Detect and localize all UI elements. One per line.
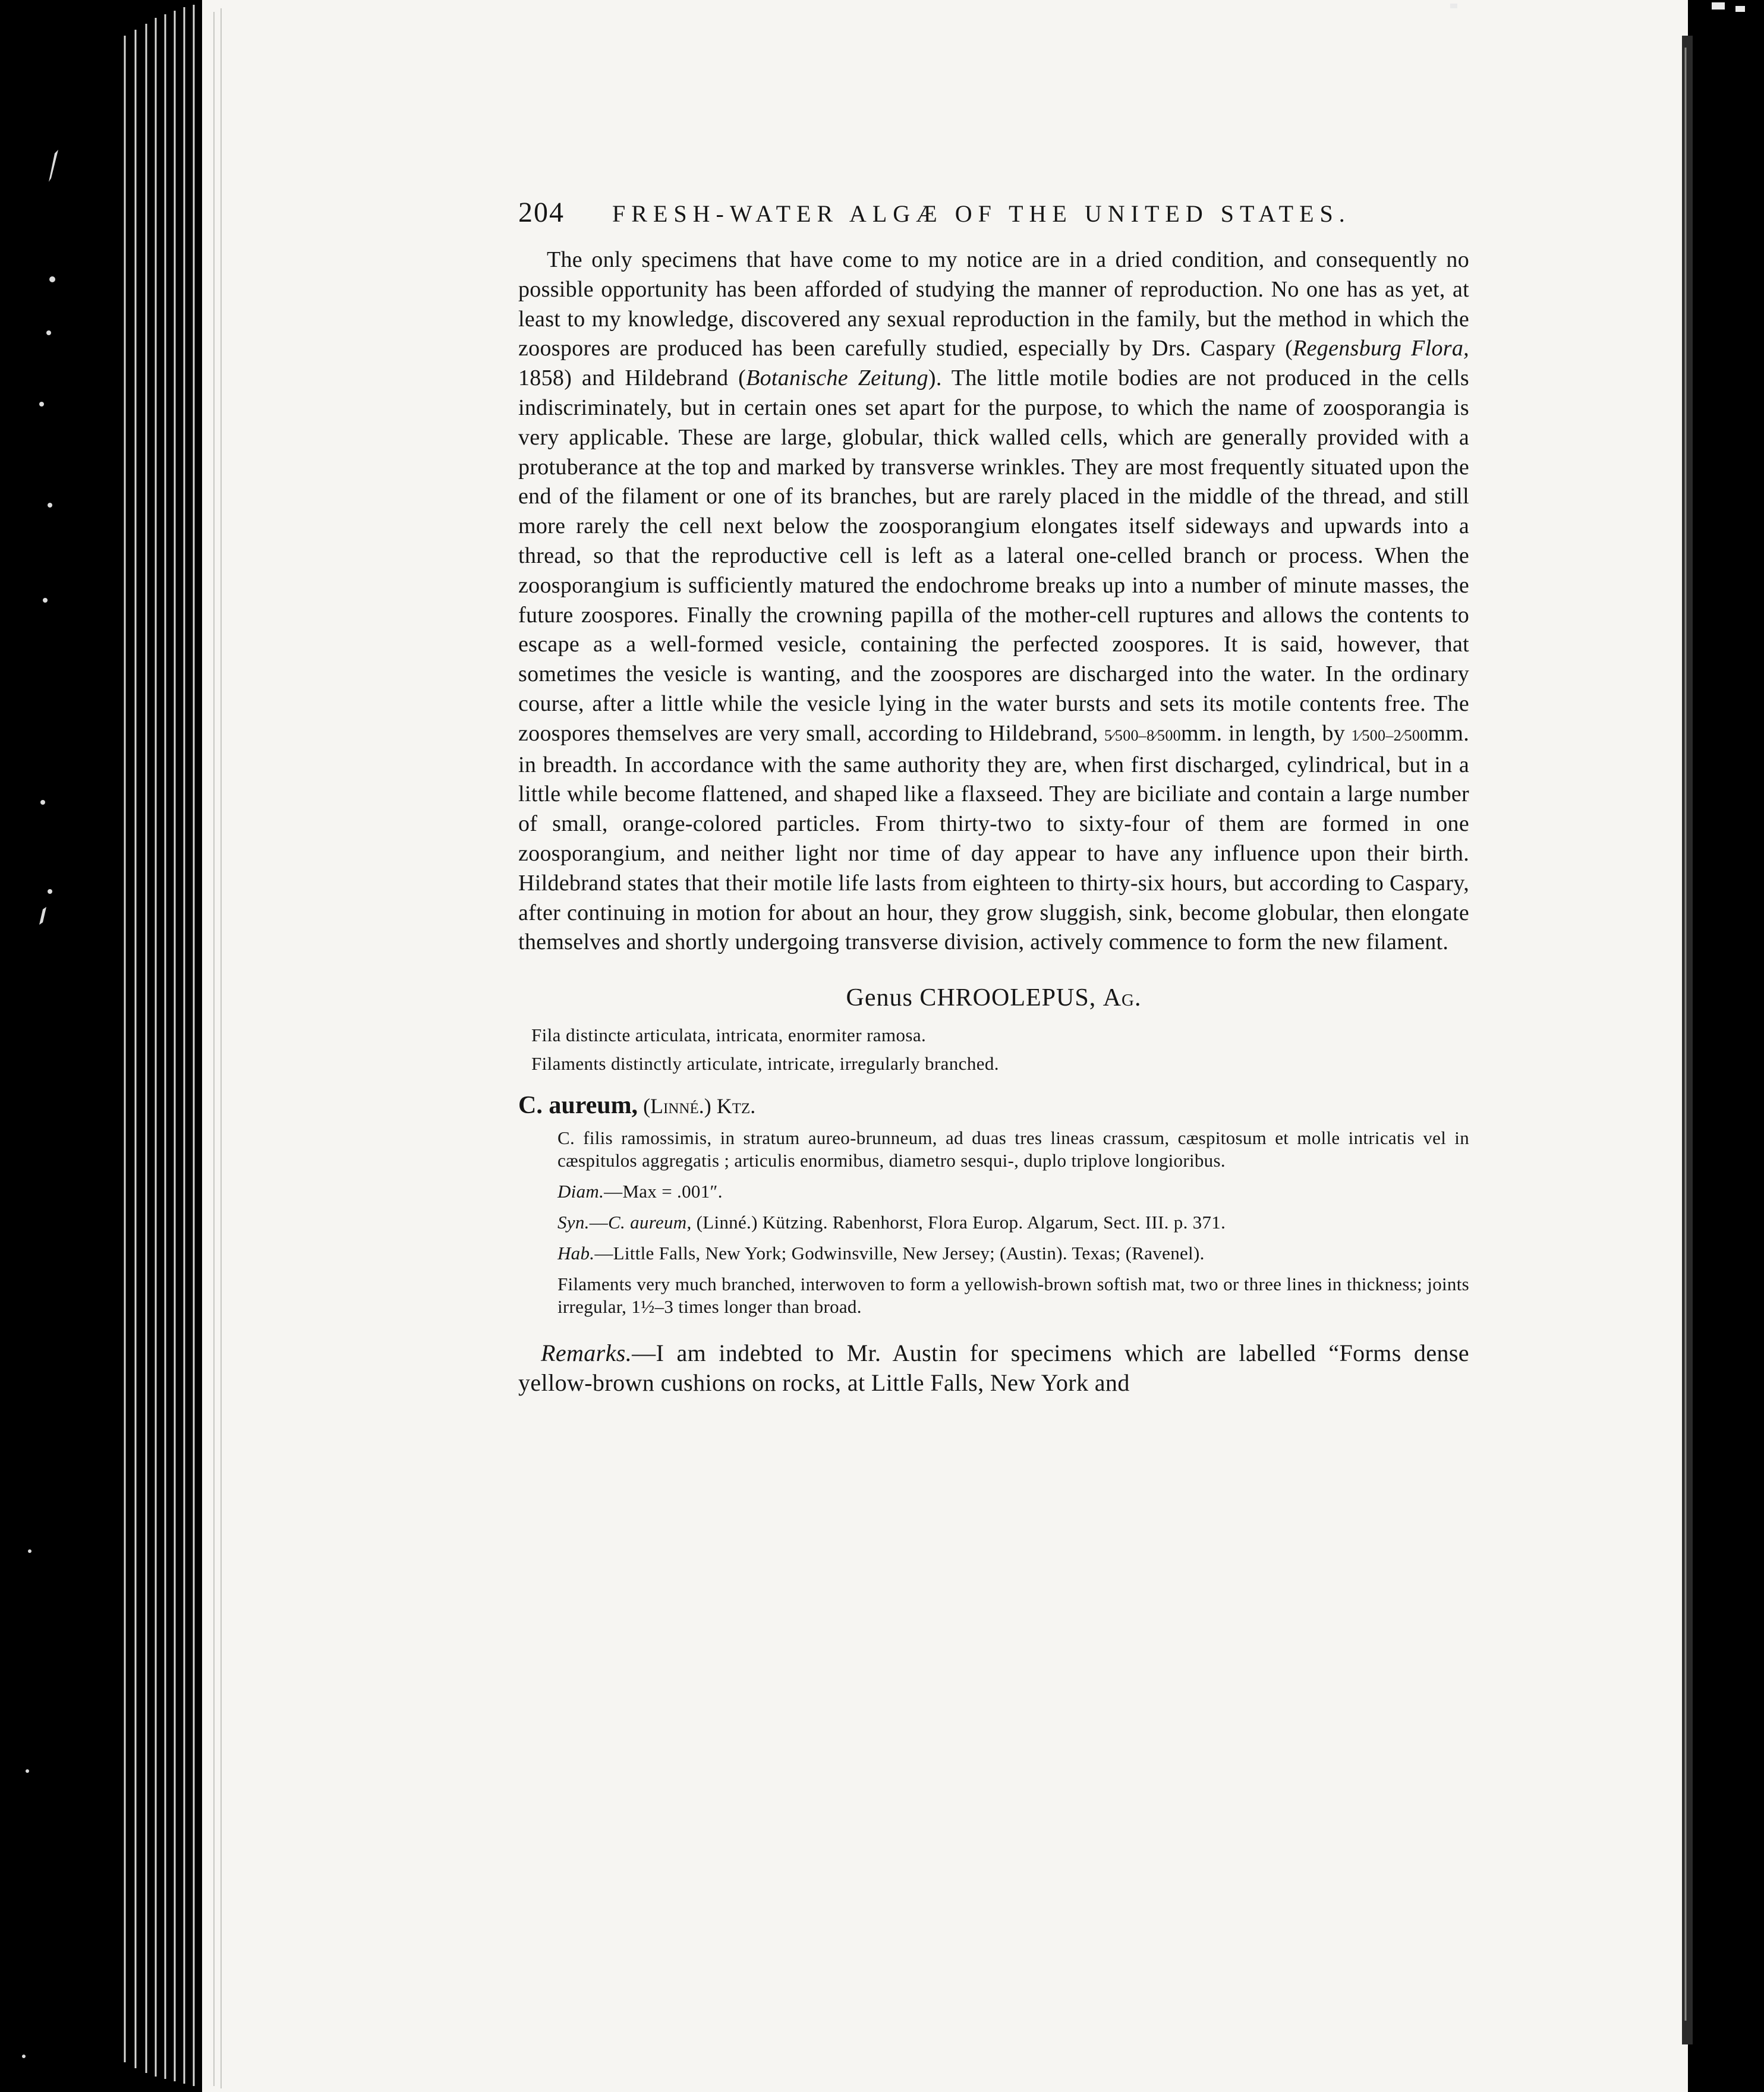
- genus-prefix: Genus: [846, 984, 920, 1012]
- intro-text-3: ). The little motile bodies are not produced in the cells indiscriminately, but in certain ones set apart for the purpose, to which the name of zoosporangia is very applicable. These are large, globular, thick walled cells, which are generally provided with a protuberance at the top and marked by transverse wrinkles. They are most frequently situated upon the end of the filament or one of its branches, but are rarely placed in the middle of the thread, and still more rarely the cell next below the zoosporangium elongates itself sideways and upwards into a thread, so that the reproductive cell is left as a lateral one-celled branch or process. When the zoosporangium is sufficiently matured the endochrome breaks up into a number of minute masses, the future zoospores. Finally the crowning papilla of the mother-cell ruptures and allows the contents to escape as a well-formed vesicle, containing the perfected zoospores. It is said, however, that sometimes the vesicle is wanting, and the zoospores are discharged into the water. In the ordinary course, after a little while the vesicle lying in the water bursts and sets its motile contents free. The zoospores themselves are very small, according to Hildebrand,: [518, 366, 1469, 746]
- species-authority: (Linné.) Ktz.: [643, 1094, 756, 1119]
- intro-text-2: 1858) and Hildebrand (: [518, 366, 746, 391]
- text-block: [518, 196, 1469, 1398]
- diam-label: Diam.: [557, 1181, 604, 1202]
- species-synonym: [518, 1211, 1469, 1234]
- remarks-label: Remarks.: [541, 1340, 632, 1367]
- remarks-paragraph: [518, 1338, 1469, 1398]
- breadth-fraction: 1⁄500–2⁄500: [1351, 726, 1428, 744]
- diam-text: —Max = .001″.: [604, 1181, 723, 1202]
- hab-text: —Little Falls, New York; Godwinsville, New Jersey; (Austin). Texas; (Ravenel).: [594, 1243, 1205, 1264]
- genus-name: CHROOLEPUS,: [919, 984, 1097, 1012]
- hab-label: Hab.: [557, 1243, 595, 1264]
- species-heading: [518, 1092, 1469, 1120]
- ref-regensburg-flora: Regensburg Flora,: [1293, 336, 1469, 361]
- syn-label: Syn.: [557, 1212, 590, 1233]
- intro-text-1: The only specimens that have come to my notice are in a dried condition, and consequently no possible opportunity has been afforded of studying the manner of reproduction. No one has as yet, at least to my knowledge, discovered any sexual reproduction in the family, but the method in which the zoospores are produced has been carefully studied, especially by Drs. Caspary (: [518, 247, 1469, 361]
- page-number: 204: [518, 197, 565, 228]
- running-title: FRESH-WATER ALGÆ OF THE UNITED STATES.: [612, 200, 1351, 227]
- length-fraction: 5⁄500–8⁄500: [1104, 726, 1181, 744]
- species-habitat: [518, 1242, 1469, 1265]
- intro-text-4: mm. in length, by: [1180, 720, 1352, 746]
- genus-diagnosis-english: Filaments distinctly articulate, intricate, irregularly branched.: [531, 1053, 999, 1075]
- syn-dash: —: [589, 1212, 609, 1233]
- genus-diagnosis-latin: Fila distincte articulata, intricata, enormiter ramosa.: [531, 1025, 927, 1046]
- ref-botanische-zeitung: Botanische Zeitung: [746, 366, 928, 391]
- running-head: [518, 196, 1469, 229]
- genus-authority: Ag.: [1102, 984, 1142, 1012]
- intro-paragraph: [518, 245, 1469, 957]
- syn-name: C. aureum,: [608, 1212, 692, 1233]
- species-latin-description: C. filis ramossimis, in stratum aureo-brunneum, ad duas tres lineas crassum, cæspitosum et molle intricatis vel in cæspitulos aggregatis ; articulis enormibus, diametro sesqui-, duplo triplove longioribus.: [557, 1127, 1469, 1171]
- species-diam: [518, 1180, 1469, 1203]
- genus-heading: [518, 984, 1469, 1012]
- species-name: C. aureum,: [518, 1092, 638, 1120]
- species-english-description: Filaments very much branched, interwoven to form a yellowish-brown softish mat, two or three lines in thickness; joints irregular, 1½–3 times longer than broad.: [557, 1274, 1469, 1318]
- intro-text-5: mm. in breadth. In accordance with the same authority they are, when first discharged, cylindrical, but in a little while become flattened, and shaped like a flaxseed. They are biciliate and contain a large number of small, orange-colored particles. From thirty-two to sixty-four of them are formed in one zoosporangium, and neither light nor time of day appear to have any influence upon their birth. Hildebrand states that their motile life lasts from eighteen to thirty-six hours, but according to Caspary, after continuing in motion for about an hour, they grow sluggish, sink, become globular, then elongate themselves and shortly undergoing transverse division, actively commence to form the new filament.: [518, 720, 1469, 955]
- syn-text: (Linné.) Kützing. Rabenhorst, Flora Europ. Algarum, Sect. III. p. 371.: [691, 1212, 1226, 1233]
- remarks-text: —I am indebted to Mr. Austin for specimens which are labelled “Forms dense yellow-brown cushions on rocks, at Little Falls, New York and: [518, 1340, 1469, 1397]
